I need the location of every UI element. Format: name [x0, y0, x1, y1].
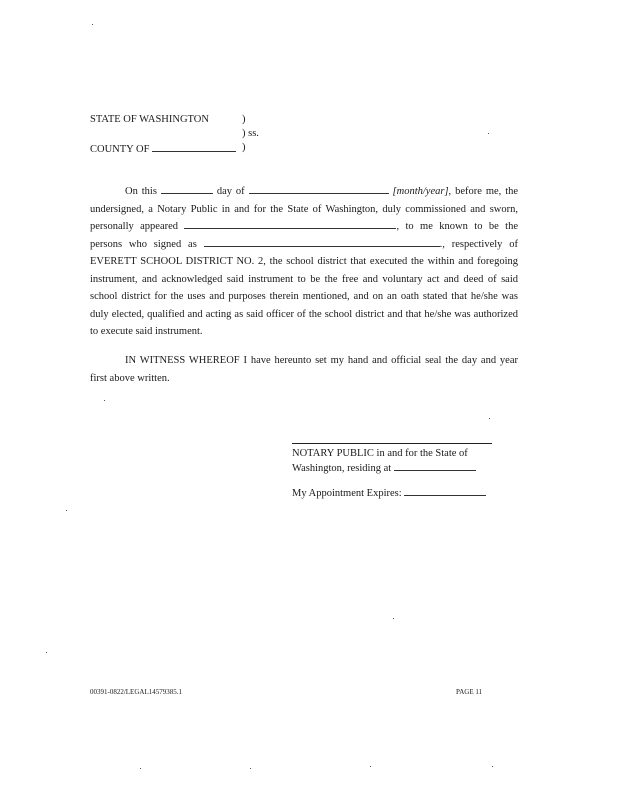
month-year-hint: [month/year]: [392, 186, 449, 197]
county-line: COUNTY OF: [90, 142, 236, 155]
acknowledgment-paragraph: On this day of [month/year], before me, the undersigned, a Notary Public in and for the State of Washington, duly commissioned and sworn, personally appeared , to me known to be the persons who signed as ., respectively of EVERETT SCHOOL DISTRICT NO. 2, the school district that executed the within and foregoing instrument, and acknowledged said instrument to be the free and voluntary act and deed of said school district for the uses and purposes therein mentioned, and on an oath stated that he/she was duly elected, qualified and acting as said officer of the school district and that he/she was authorized to execute said instrument.: [90, 186, 519, 337]
month-year-blank[interactable]: [249, 184, 389, 194]
witness-paragraph: IN WITNESS WHEREOF I have hereunto set my hand and official seal the day and year first above written.: [90, 355, 518, 384]
venue-paren-1: ): [242, 114, 246, 125]
residing-blank[interactable]: [394, 461, 476, 471]
day-blank[interactable]: [161, 184, 213, 194]
document-id: 00391-0822/LEGAL14579385.1: [90, 688, 182, 696]
notary-residing: Washington, residing at: [292, 461, 476, 474]
notary-signature-line[interactable]: [292, 443, 492, 444]
notary-title: NOTARY PUBLIC in and for the State of: [292, 448, 468, 459]
page-number: PAGE 11: [456, 688, 483, 696]
appeared-name-blank[interactable]: [184, 219, 396, 229]
state-line: STATE OF WASHINGTON: [90, 114, 209, 125]
appointment-blank[interactable]: [404, 486, 486, 496]
venue-ss: ) ss.: [242, 128, 259, 139]
county-blank[interactable]: [152, 142, 236, 152]
venue-paren-3: ): [242, 142, 246, 153]
appointment-expires: My Appointment Expires:: [292, 486, 486, 499]
signed-as-blank[interactable]: [204, 237, 440, 247]
